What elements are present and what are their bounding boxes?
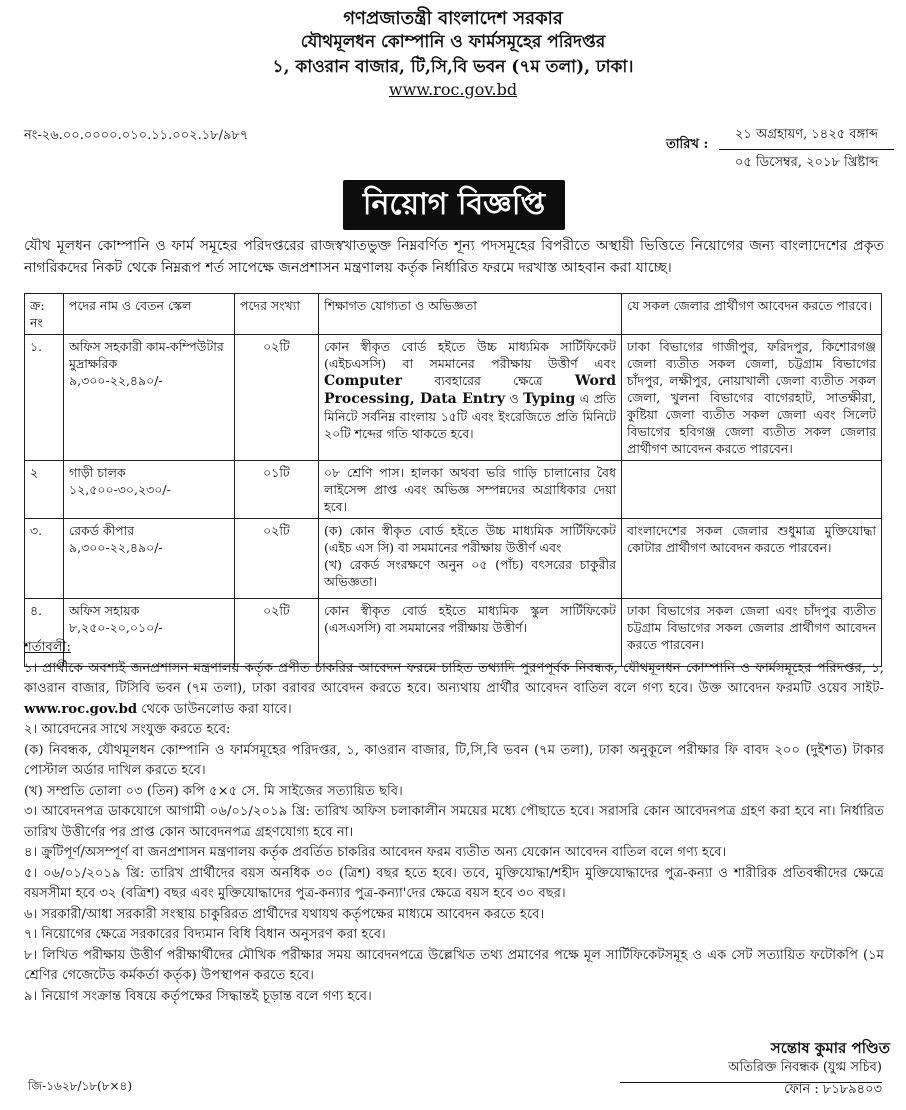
qualification-item: (ক) কোন স্বীকৃত বোর্ড হইতে উচ্চ মাধ্যমিক সার্টিফিকেট (এইচ এস সি) বা সমমানের পরীক্ষায় উত্তীর্ণ এবং (324, 523, 616, 555)
term-item: ৯। নিয়োগ সংক্রান্ত বিষয়ে কর্তৃপক্ষের সিদ্ধান্তই চূড়ান্ত বলে গণ্য হবে। (24, 988, 372, 1004)
table-row (25, 461, 882, 519)
intro-paragraph: যৌথ মূলধন কোম্পানি ও ফার্ম সমূহের পরিদপ্তরের রাজস্বখাতভুক্ত নিম্নবর্ণিত শূন্য পদসমূহের বিপরীতে অস্থায়ী ভিত্তিতে নিয়োগের জন্য বাংলাদেশের প্রকৃত নাগরিকদের নিকট থেকে নিম্নরূপ শর্ত সাপেক্ষে জনপ্রশাসন মন্ত্রণালয় কর্তৃক নির্ধারিত ফরমে দরখাস্ত আহবান করা যাচ্ছে। (24, 238, 884, 276)
term-text: ১। প্রার্থীকে অবশ্যই জনপ্রশাসন মন্ত্রণালয় কর্তৃক প্রণীত চাকরির আবেদন ফরমে চাহিত তথ্যাদি পুরণপূর্বক নিবন্ধক, যৌথমূলধন কোম্পানি ও ফার্মসমূহের পরিদপ্তর, ১, কাওরান বাজার, টিসিবি ভবন (৭ম তলা), ঢাকা বরাবর আবেদন করতে হবে। অন্যথায় প্রার্থীর আবেদন বাতিল বলে গণ্য হবে। উক্ত আবেদন ফরমটি ওয়েব সাইট- (24, 660, 884, 696)
row-serial: ৩. (25, 519, 64, 599)
post-name: রেকর্ড কীপার (69, 523, 135, 538)
row-post (64, 335, 235, 461)
row-qualification (319, 335, 622, 461)
col-header-qualification: শিক্ষাগত যোগ্যতা ও অভিজ্ঞতা (319, 294, 622, 335)
col-header-post: পদের নাম ও বেতন স্কেল (64, 294, 235, 335)
post-name: অফিস সহকারী কাম-কম্পিউটার মুদ্রাক্ষরিক (69, 339, 224, 371)
term-item (24, 659, 884, 721)
qualification-computer: Computer (324, 373, 403, 389)
qualification-item: (খ) রেকর্ড সংরক্ষণে অনুন ০৫ (পাঁচ) বৎসরের চাকুরীর অভিজ্ঞতা। (324, 557, 616, 589)
pay-scale: ৮,২৫০-২০,০১০/- (69, 620, 163, 635)
row-serial: ১. (25, 335, 64, 461)
qualification-typing: Typing (523, 391, 576, 407)
term-text: থেকে ডাউনলোড করা যাবে। (137, 701, 292, 717)
date-gregorian: ০৫ ডিসেম্বর, ২০১৮ খ্রিষ্টাব্দ (734, 155, 879, 170)
col-header-serial: ক্র: নং (25, 294, 64, 335)
row-districts: ঢাকা বিভাগের গাজীপুর, ফরিদপুর, কিশোরগঞ্জ জেলা ব্যতীত সকল জেলা, চট্টগ্রাম বিভাগের চাঁদপুর, লক্ষীপুর, নোয়াখালী জেলা ব্যতীত সকল জেলা, খুলনা বিভাগের বাগেরহাট, সাতক্ষীরা, কুষ্টিয়া জেলা ব্যতীত সকল জেলা এবং সিলেট বিভাগের হবিগঞ্জ জেলা ব্যতীত সকল জেলার প্রার্থীগণ আবেদন করতে পারবেন। (622, 335, 882, 461)
row-districts: ঢাকা বিভাগের সকল জেলা এবং চাঁদপুর ব্যতীত চট্টগ্রাম বিভাগের সকল জেলার প্রার্থীগণ আবেদন করতে পারবেন। (622, 599, 882, 667)
post-name: অফিস সহায়ক (69, 603, 140, 618)
row-qualification (319, 519, 622, 599)
website-link[interactable]: www.roc.gov.bd (388, 80, 518, 99)
term-item: ৪। ক্রুটিপূর্ণ/অসম্পূর্ণ বা জনপ্রশাসন মন্ত্রণালয় কর্তৃক প্রবর্তিত চাকরির আবেদন ফরম ব্যতীত অন্য যেকোন আবেদন বাতিল বলে গণ্য হবে। (24, 845, 727, 860)
row-count: ০২টি (235, 519, 319, 599)
table-header-row (25, 294, 882, 335)
signatory-title: অতিরিক্ত নিবন্ধক (যুগ্ম সচিব) (620, 1058, 882, 1083)
pay-scale: ১২,৫০০-৩০,২৩০/- (69, 482, 171, 497)
term-item: ৬। সরকারী/আধা সরকারী সংস্থায় চাকুরিরত প্রার্থীদের যথাযথ কর্তৃপক্ষের মাধ্যমে আবেদন করতে হবে। (24, 906, 545, 922)
row-qualification: কোন স্বীকৃত বোর্ড হইতে মাধ্যমিক স্কুল সার্টিফিকেট (এসএসসি) বা সমমানের পরীক্ষায় উত্তীর্ণ। (319, 599, 622, 667)
terms-section (24, 638, 884, 1007)
pay-scale: ৯,৩০০-২২,৪৯০/- (69, 540, 163, 555)
term-item: ৭। নিয়োগের ক্ষেত্রে সরকারের বিদ্যমান বিধি বিধান অনুসরণ করা হবে। (24, 927, 386, 942)
office-address: ১, কাওরান বাজার, টি,সি,বি ভবন (৭ম তলা), ঢাকা। (272, 57, 634, 77)
term-item: ৮। লিখিত পরীক্ষায় উত্তীর্ণ পরীক্ষার্থীদের মৌখিক পরীক্ষার সময় আবেদনপত্রে উল্লেখিত তথ্য প্রমাণের পক্ষে মূল সার্টিফিকেটসমূহ ও এক সেট সত্যায়িত ফটোকপি (১ম শ্রেণির গেজেটেড কর্মকর্তা কর্তৃক) উপস্থাপন করতে হবে। (24, 947, 884, 983)
term-item: ২। আবেদনের সাথে সংযুক্ত করতে হবে: (24, 722, 231, 737)
row-serial: ৪. (25, 599, 64, 667)
vacancy-table (24, 293, 882, 667)
term-item: ৩। আবেদনপত্র ডাকযোগে আগামী ০৬/০১/২০১৯ খ্রি: তারিখ অফিস চলাকালীন সময়ের মধ্যে পৌছাতে হবে। সরাসরি কোন আবেদনপত্র গ্রহণ করা হবে না। নির্ধারিত তারিখ উত্তীর্ণের পর প্রাপ্ত কোন আবেদনপত্র গ্রহণযোগ্য হবে না। (24, 804, 884, 840)
row-count: ০২টি (235, 335, 319, 461)
date-label: তারিখ : (666, 137, 709, 152)
terms-title: শর্তাবলী: (24, 640, 71, 655)
term-item: ৫। ০৬/০১/২০১৯ খ্রি: তারিখ প্রার্থীদের বয়স অনধিক ৩০ (ত্রিশ) বছর হতে হবে। তবে, মুক্তিযোদ্ধা/শহীদ মুক্তিযোদ্ধাদের পুত্র-কন্যা ও শারীরিক প্রতিবন্ধীদের ক্ষেত্রে বয়সসীমা হবে ৩২ (বত্রিশ) বছর এবং মুক্তিযোদ্ধাদের পুত্র-কন্যার পুত্র-কন্যা'দের ক্ষেত্রে বয়স হবে ৩০ বছর। (24, 865, 884, 901)
row-count: ০২টি (235, 599, 319, 667)
signatory-name-text: সন্তোষ কুমার পণ্ডিত (770, 1039, 890, 1057)
qualification-text: এ প্রতি মিনিটে সর্বনিম্ন বাংলায় ১৫টি এবং ইংরেজিতে প্রতি মিনিটে ২০টি শব্দের গতি থাকতে হবে। (324, 391, 617, 441)
post-name: গাড়ী চালক (69, 465, 126, 480)
term-subitem: (খ) সম্প্রতি তোলা ০৩ (তিন) কপি ৫×৫ সে. মি সাইজের সত্যায়িত ছবি। (24, 783, 403, 799)
qualification-text: কোন স্বীকৃত বোর্ড হইতে উচ্চ মাধ্যমিক সার্টিফিকেট (এইচএসসি) বা সমমানের পরীক্ষায় উত্তীর্ণ এবং (324, 339, 616, 371)
term-website-link[interactable]: www.roc.gov.bd (24, 701, 138, 717)
row-qualification: ০৮ শ্রেণি পাস। হালকা অথবা ভরি গাড়ি চালানোর বৈধ লাইসেন্স প্রাপ্ত এবং অভিজ্ঞ সম্পন্নদের অগ্রাধিকার দেয়া হবে। (319, 461, 622, 519)
signatory-phone: ফোন : ৮১৮৯৪০৩ (783, 1082, 882, 1097)
table-row (25, 335, 882, 461)
row-post (64, 461, 235, 519)
date-bangla: ২১ অগ্রহায়ণ, ১৪২৫ বঙ্গাব্দ (719, 125, 894, 150)
qualification-skills: Word Processing, Data Entry (324, 373, 616, 407)
pay-scale: ৯,৩০০-২২,৪৯০/- (69, 373, 163, 388)
memo-number: নং-২৬.০০.০০০০.০১০.১১.০০২.১৮/৯৮৭ (24, 128, 249, 143)
office-name: যৌথমূলধন কোম্পানি ও ফার্মসমূহের পরিদপ্তর (300, 32, 606, 52)
table-row (25, 519, 882, 599)
term-subitem: (ক) নিবন্ধক, যৌথমূলধন কোম্পানি ও ফার্মসমূহের পরিদপ্তর, ১, কাওরান বাজার, টি,সি,বি ভবন (৭ম তলা), ঢাকা অনুকূলে পরীক্ষার ফি বাবদ ২০০ (দুইশত) টাকার পোস্টাল অর্ডার দাখিল করতে হবে। (24, 742, 884, 778)
row-serial: ২ (25, 461, 64, 519)
gazette-code: জি-১৬২৮/১৮(৮×৪) (28, 1079, 133, 1093)
row-post (64, 519, 235, 599)
qualification-text: ব্যবহারের ক্ষেত্রে (402, 373, 575, 388)
qualification-text: ও (504, 391, 524, 406)
col-header-districts: যে সকল জেলার প্রার্থীগণ আবেদন করতে পারবে। (622, 294, 882, 335)
row-districts (622, 461, 882, 519)
govt-title: গণপ্রজাতন্ত্রী বাংলাদেশ সরকার (343, 8, 563, 29)
row-districts: বাংলাদেশের সকল জেলার শুধুমাত্র মুক্তিযোদ্ধা কোটার প্রার্থীগণ আবেদন করতে পারবেন। (622, 519, 882, 599)
col-header-count: পদের সংখ্যা (235, 294, 319, 335)
notice-title-banner: নিয়োগ বিজ্ঞপ্তি (343, 180, 565, 230)
row-count: ০১টি (235, 461, 319, 519)
